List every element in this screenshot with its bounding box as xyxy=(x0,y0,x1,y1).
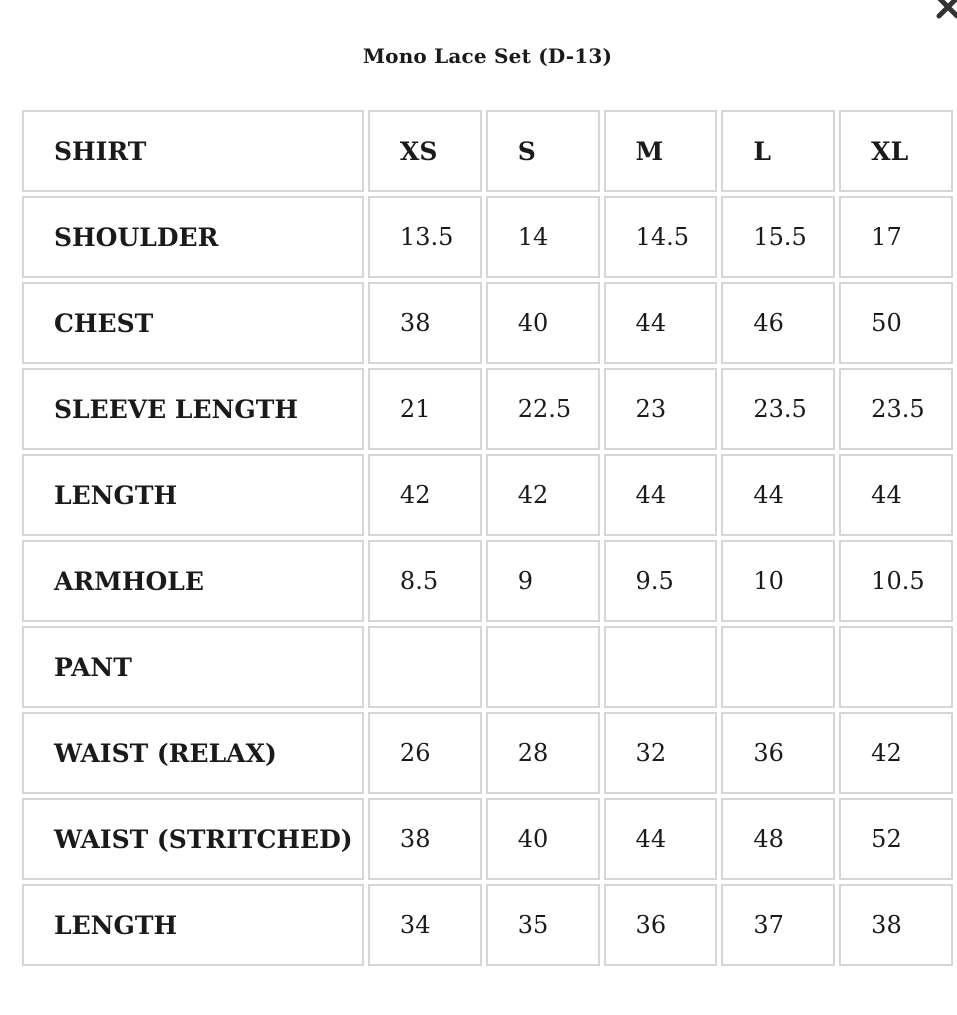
row-label-cell: SLEEVE LENGTH xyxy=(22,368,364,450)
value-cell: 32 xyxy=(604,712,718,794)
value-cell: 9 xyxy=(486,540,600,622)
value-cell: 8.5 xyxy=(368,540,482,622)
row-label-cell: LENGTH xyxy=(22,884,364,966)
value-cell: 23.5 xyxy=(839,368,953,450)
value-cell: 36 xyxy=(604,884,718,966)
value-cell: 42 xyxy=(368,454,482,536)
table-row xyxy=(22,712,953,794)
row-label-cell: LENGTH xyxy=(22,454,364,536)
value-cell: 9.5 xyxy=(604,540,718,622)
value-cell: 44 xyxy=(604,798,718,880)
value-cell: 48 xyxy=(721,798,835,880)
value-cell: 36 xyxy=(721,712,835,794)
table-row xyxy=(22,196,953,278)
header-size-cell: S xyxy=(486,110,600,192)
value-cell: 42 xyxy=(486,454,600,536)
table-row xyxy=(22,798,953,880)
section-label-cell: PANT xyxy=(22,626,364,708)
value-cell xyxy=(839,626,953,708)
value-cell: 40 xyxy=(486,798,600,880)
value-cell: 23.5 xyxy=(721,368,835,450)
table-header-row xyxy=(22,110,953,192)
table-row xyxy=(22,282,953,364)
row-label-cell: ARMHOLE xyxy=(22,540,364,622)
value-cell: 17 xyxy=(839,196,953,278)
value-cell xyxy=(721,626,835,708)
table-row xyxy=(22,454,953,536)
value-cell: 38 xyxy=(839,884,953,966)
value-cell: 42 xyxy=(839,712,953,794)
size-chart-table xyxy=(18,106,957,970)
value-cell xyxy=(486,626,600,708)
value-cell: 10.5 xyxy=(839,540,953,622)
close-icon xyxy=(935,0,957,20)
value-cell: 15.5 xyxy=(721,196,835,278)
value-cell: 35 xyxy=(486,884,600,966)
value-cell: 50 xyxy=(839,282,953,364)
value-cell: 23 xyxy=(604,368,718,450)
table-row xyxy=(22,884,953,966)
value-cell: 37 xyxy=(721,884,835,966)
value-cell: 22.5 xyxy=(486,368,600,450)
value-cell: 21 xyxy=(368,368,482,450)
table-row xyxy=(22,540,953,622)
value-cell: 38 xyxy=(368,798,482,880)
page-title: Mono Lace Set (D-13) xyxy=(362,44,613,68)
value-cell: 52 xyxy=(839,798,953,880)
value-cell: 46 xyxy=(721,282,835,364)
value-cell: 44 xyxy=(604,282,718,364)
value-cell: 28 xyxy=(486,712,600,794)
table-section-row xyxy=(22,626,953,708)
value-cell: 10 xyxy=(721,540,835,622)
header-size-cell: XL xyxy=(839,110,953,192)
header-label-cell: SHIRT xyxy=(22,110,364,192)
value-cell: 34 xyxy=(368,884,482,966)
value-cell: 13.5 xyxy=(368,196,482,278)
value-cell: 26 xyxy=(368,712,482,794)
header-size-cell: XS xyxy=(368,110,482,192)
row-label-cell: SHOULDER xyxy=(22,196,364,278)
header-size-cell: L xyxy=(721,110,835,192)
value-cell: 40 xyxy=(486,282,600,364)
row-label-cell: CHEST xyxy=(22,282,364,364)
close-button[interactable] xyxy=(935,0,957,20)
row-label-cell: WAIST (RELAX) xyxy=(22,712,364,794)
value-cell: 38 xyxy=(368,282,482,364)
header-size-cell: M xyxy=(604,110,718,192)
value-cell: 14 xyxy=(486,196,600,278)
value-cell xyxy=(604,626,718,708)
value-cell: 44 xyxy=(839,454,953,536)
value-cell xyxy=(368,626,482,708)
table-row xyxy=(22,368,953,450)
value-cell: 44 xyxy=(721,454,835,536)
value-cell: 14.5 xyxy=(604,196,718,278)
row-label-cell: WAIST (STRITCHED) xyxy=(22,798,364,880)
value-cell: 44 xyxy=(604,454,718,536)
